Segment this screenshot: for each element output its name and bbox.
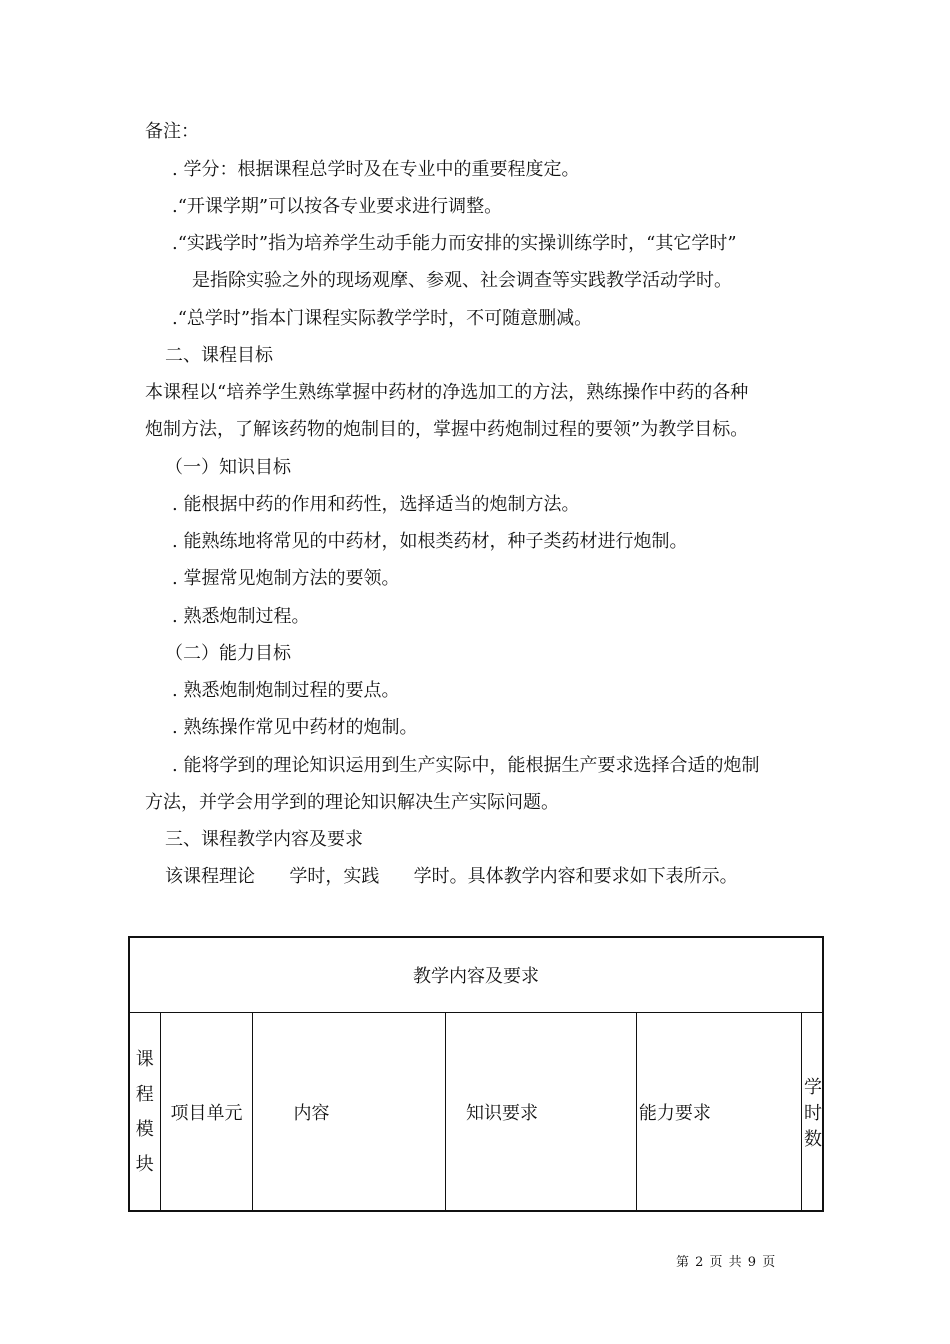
module-char: 块 [135,1153,154,1175]
page-number: 第 2 页 共 9 页 [676,1255,777,1270]
section3-heading: 三、课程教学内容及要求 [165,829,363,850]
knowledge-goal-heading: （一）知识目标 [165,457,291,478]
module-char: 模 [135,1118,154,1140]
course-content-table [128,936,824,1212]
header-course-module [129,1013,160,1212]
header-hours: 学时数 [802,1013,824,1212]
ability-goal-item: . 熟悉炮制炮制过程的要点。 [172,680,400,701]
section3-paragraph: 该课程理论 学时，实践 学时。具体教学内容和要求如下表所示。 [165,866,738,887]
table-header-row [129,1013,823,1212]
knowledge-goal-item: . 能根据中药的作用和药性，选择适当的炮制方法。 [172,494,580,515]
section2-paragraph-line: 炮制方法，了解该药物的炮制目的，掌握中药炮制过程的要领”为教学目标。 [145,419,749,440]
header-content: 内容 [253,1013,446,1212]
section2-paragraph-line: 本课程以“培养学生熟练掌握中药材的净选加工的方法，熟练操作中药的各种 [145,382,749,403]
module-char: 程 [135,1083,154,1105]
remark-item: .“实践学时”指为培养学生动手能力而安排的实操训练学时，“其它学时” [172,233,737,254]
ability-goal-item: 方法，并学会用学到的理论知识解决生产实际问题。 [145,792,559,813]
header-ability-requirement: 能力要求 [636,1013,801,1212]
table-caption-row [129,937,823,1013]
remark-item: . 学分：根据课程总学时及在专业中的重要程度定。 [172,159,580,180]
remark-item: 是指除实验之外的现场观摩、参观、社会调查等实践教学活动学时。 [192,270,732,291]
header-project-unit: 项目单元 [160,1013,253,1212]
knowledge-goal-item: . 熟悉炮制过程。 [172,606,310,627]
module-char: 课 [135,1048,154,1070]
knowledge-goal-item: . 能熟练地将常见的中药材，如根类药材，种子类药材进行炮制。 [172,531,688,552]
section2-heading: 二、课程目标 [165,345,273,366]
ability-goal-item: . 能将学到的理论知识运用到生产实际中，能根据生产要求选择合适的炮制 [172,755,760,776]
ability-goal-heading: （二）能力目标 [165,643,291,664]
ability-goal-item: . 熟练操作常见中药材的炮制。 [172,717,418,738]
remark-item: .“开课学期”可以按各专业要求进行调整。 [172,196,503,217]
header-knowledge-requirement: 知识要求 [446,1013,637,1212]
knowledge-goal-item: . 掌握常见炮制方法的要领。 [172,568,400,589]
remark-item: .“总学时”指本门课程实际教学学时，不可随意删减。 [172,308,593,329]
table-caption: 教学内容及要求 [129,937,823,1013]
remarks-heading: 备注： [145,121,199,142]
